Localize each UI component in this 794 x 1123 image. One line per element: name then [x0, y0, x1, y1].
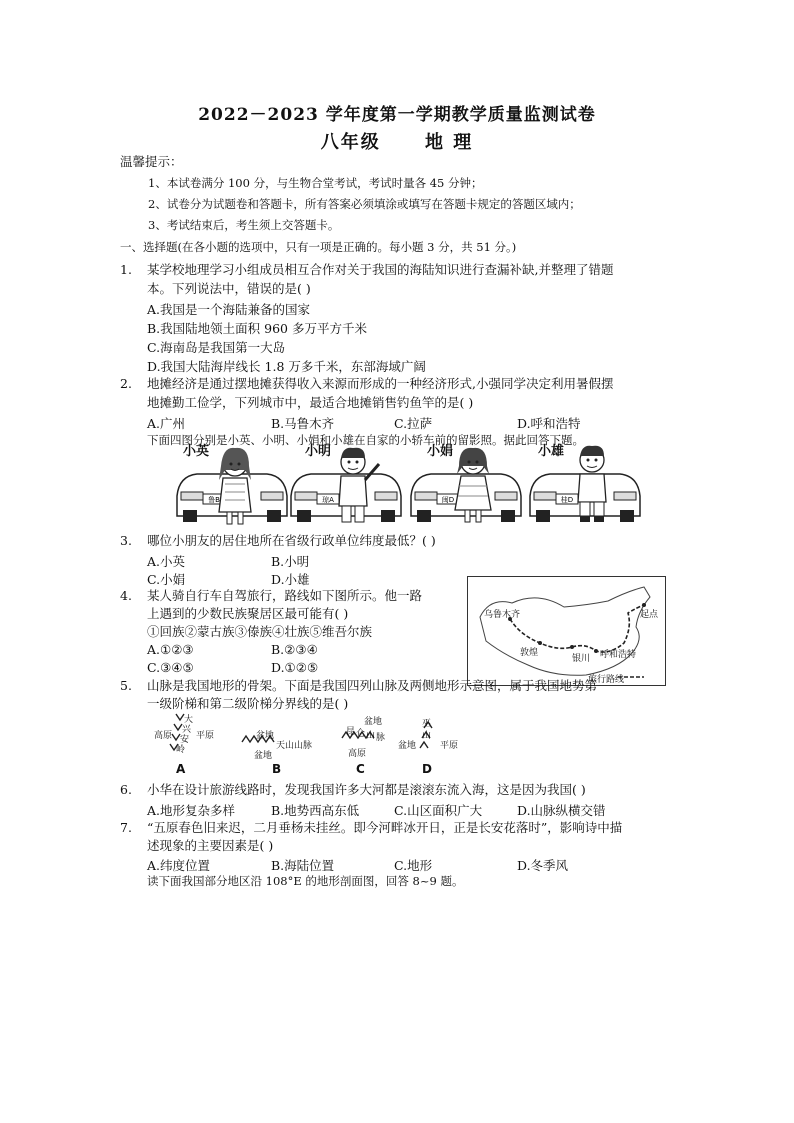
q5-stem-1: 山脉是我国地形的骨架。下面是我国四列山脉及两侧地形示意图，属于我国地势第 — [147, 678, 598, 693]
license-plate: 琼A — [322, 496, 334, 504]
range-char: 兴 — [182, 725, 192, 735]
basin-label: 盆地 — [398, 741, 417, 751]
option-letter: C — [356, 762, 365, 776]
route-map — [467, 576, 666, 686]
q4-option-b: B.②③④ — [271, 642, 318, 657]
map-legend: 旅行路线 — [588, 675, 625, 685]
basin-label-north: 盆地 — [256, 731, 275, 741]
range-char: 昆 — [346, 727, 356, 737]
kid-name: 小明 — [305, 444, 332, 459]
plateau-label: 高原 — [154, 731, 173, 741]
q7-option-d: D.冬季风 — [517, 858, 569, 873]
q3-option-b: B.小明 — [271, 554, 310, 569]
range-char: 脉 — [376, 733, 386, 743]
q1-option-b: B.我国陆地领土面积 960 多万平方千米 — [147, 321, 367, 336]
range-char: 山 — [366, 731, 376, 741]
q7-option-b: B.海陆位置 — [271, 858, 335, 873]
kid-name: 小英 — [183, 444, 210, 459]
q2-stem-1: 地摊经济是通过摆地摊获得收入来源而形成的一种经济形式,小强同学决定利用暑假摆 — [147, 376, 614, 391]
exam-subtitle — [0, 128, 794, 154]
license-plate: 鲁B — [208, 496, 220, 504]
q6-stem: 小华在设计旅游线路时，发现我国许多大河都是滚滚东流入海，这是因为我国( ) — [147, 782, 586, 797]
q2-option-d: D.呼和浩特 — [517, 416, 581, 431]
q2-stem-2: 地摊勤工俭学，下列城市中，最适合地摊销售钓鱼竿的是( ) — [147, 395, 474, 410]
license-plate: 闽D — [441, 496, 455, 504]
q4-option-d: D.①②⑤ — [271, 660, 319, 675]
range-name: 天山山脉 — [276, 741, 313, 751]
q4-stem-3: ①回族②蒙古族③傣族④壮族⑤维吾尔族 — [147, 624, 373, 639]
mountain-diagram-b — [238, 712, 328, 778]
map-label-yinchuan: 银川 — [572, 654, 591, 664]
mountain-diagram-a — [150, 712, 220, 778]
option-letter: A — [176, 762, 186, 776]
q1-option-c: C.海南岛是我国第一大岛 — [147, 340, 286, 355]
q6-option-d: D.山脉纵横交错 — [517, 803, 606, 818]
option-letter: D — [422, 762, 432, 776]
q2-number: 2. — [120, 376, 132, 391]
range-char: 岭 — [176, 745, 186, 755]
q1-number: 1. — [120, 262, 132, 277]
range-char: 安 — [180, 735, 190, 745]
map-label-urumqi: 乌鲁木齐 — [484, 610, 521, 620]
basin-label-south: 盆地 — [254, 751, 273, 761]
q3-option-c: C.小娟 — [147, 572, 186, 587]
plain-label: 平原 — [440, 741, 459, 751]
q3-option-d: D.小雄 — [271, 572, 310, 587]
q1-stem-1: 某学校地理学习小组成员相互合作对关于我国的海陆知识进行查漏补缺,并整理了错题 — [147, 262, 614, 277]
range-char: 仑 — [356, 729, 366, 739]
kid-name: 小雄 — [538, 444, 565, 459]
q6-option-c: C.山区面积广大 — [394, 803, 483, 818]
q6-option-a: A.地形复杂多样 — [147, 803, 236, 818]
q4-stem-2: 上遇到的少数民族聚居区最可能有( ) — [147, 606, 349, 621]
q1-stem-2: 本。下列说法中，错误的是( ) — [147, 281, 311, 296]
mountain-diagram-d — [396, 712, 466, 778]
plateau-label: 高原 — [348, 749, 367, 759]
range-char: 巫 — [422, 719, 432, 729]
q7-option-a: A.纬度位置 — [147, 858, 211, 873]
license-plate: 桂D — [560, 496, 574, 504]
q1-option-d: D.我国大陆海岸线长 1.8 万多千米，东部海域广阔 — [147, 359, 426, 374]
q4-option-a: A.①②③ — [147, 642, 194, 657]
q3-number: 3. — [120, 533, 132, 548]
photo-xiaoying — [173, 440, 291, 528]
section-heading: 一、选择题(在各小题的选项中，只有一项是正确的。每小题 3 分，共 51 分。) — [120, 240, 517, 254]
q4-stem-1: 某人骑自行车自驾旅行，路线如下图所示。他一路 — [147, 588, 423, 603]
tip-2: 2、试卷分为试题卷和答题卡，所有答案必须填涂或填写在答题卡规定的答题区域内； — [148, 197, 581, 211]
kid-name: 小娟 — [427, 444, 454, 459]
q2-option-b: B.马鲁木齐 — [271, 416, 335, 431]
q5-stem-2: 一级阶梯和第二级阶梯分界线的是( ) — [147, 696, 349, 711]
car-kid-illustration — [407, 440, 525, 528]
photo-xiaoming — [287, 440, 405, 528]
option-letter: B — [272, 762, 282, 776]
q2-option-c: C.拉萨 — [394, 416, 433, 431]
map-label-start: 起点 — [640, 610, 659, 620]
subject-label: 地 理 — [425, 132, 474, 153]
map-label-hohhot: 呼和浩特 — [600, 650, 637, 660]
q7-stem-1: “五原春色旧来迟，二月垂杨未挂丝。即今河畔冰开日，正是长安花落时”，影响诗中描 — [147, 820, 623, 835]
q4-number: 4. — [120, 588, 132, 603]
q6-option-b: B.地势西高东低 — [271, 803, 360, 818]
tips-heading: 温馨提示： — [120, 154, 183, 169]
grade-label: 八年级 — [320, 132, 381, 153]
basin-label: 盆地 — [364, 717, 383, 727]
q4-option-c: C.③④⑤ — [147, 660, 194, 675]
q3-stem: 哪位小朋友的居住地所在省级行政单位纬度最低？( ) — [147, 533, 436, 548]
range-char: 山 — [422, 731, 432, 741]
map-label-dunhuang: 敦煌 — [520, 648, 539, 658]
tip-1: 1、本试卷满分 100 分，与生物合堂考试，考试时量各 45 分钟； — [148, 176, 483, 190]
tip-3: 3、考试结束后，考生须上交答题卡。 — [148, 218, 340, 232]
q2-option-a: A.广州 — [147, 416, 186, 431]
range-char: 大 — [184, 715, 194, 725]
photo-xiaoxiong — [526, 440, 644, 528]
passage-photos: 下面四图分别是小英、小明、小娟和小雄在自家的小轿车前的留影照。据此回答下题。 — [147, 433, 584, 447]
passage-profile: 读下面我国部分地区沿 108°E 的地形剖面图，回答 8~9 题。 — [147, 874, 464, 888]
q6-number: 6. — [120, 782, 132, 797]
exam-title: 2022－2023 学年度第一学期教学质量监测试卷 — [198, 105, 596, 125]
map-outline — [468, 577, 665, 685]
q7-number: 7. — [120, 820, 132, 835]
mountain-diagram-c — [334, 712, 404, 778]
q3-option-a: A.小英 — [147, 554, 186, 569]
q7-stem-2: 述现象的主要因素是( ) — [147, 838, 274, 853]
q1-option-a: A.我国是一个海陆兼备的国家 — [147, 302, 311, 317]
q7-option-c: C.地形 — [394, 858, 433, 873]
mountain-range-icon — [238, 712, 328, 762]
plain-label: 平原 — [196, 731, 215, 741]
photo-xiaojuan — [407, 440, 525, 528]
q5-number: 5. — [120, 678, 132, 693]
